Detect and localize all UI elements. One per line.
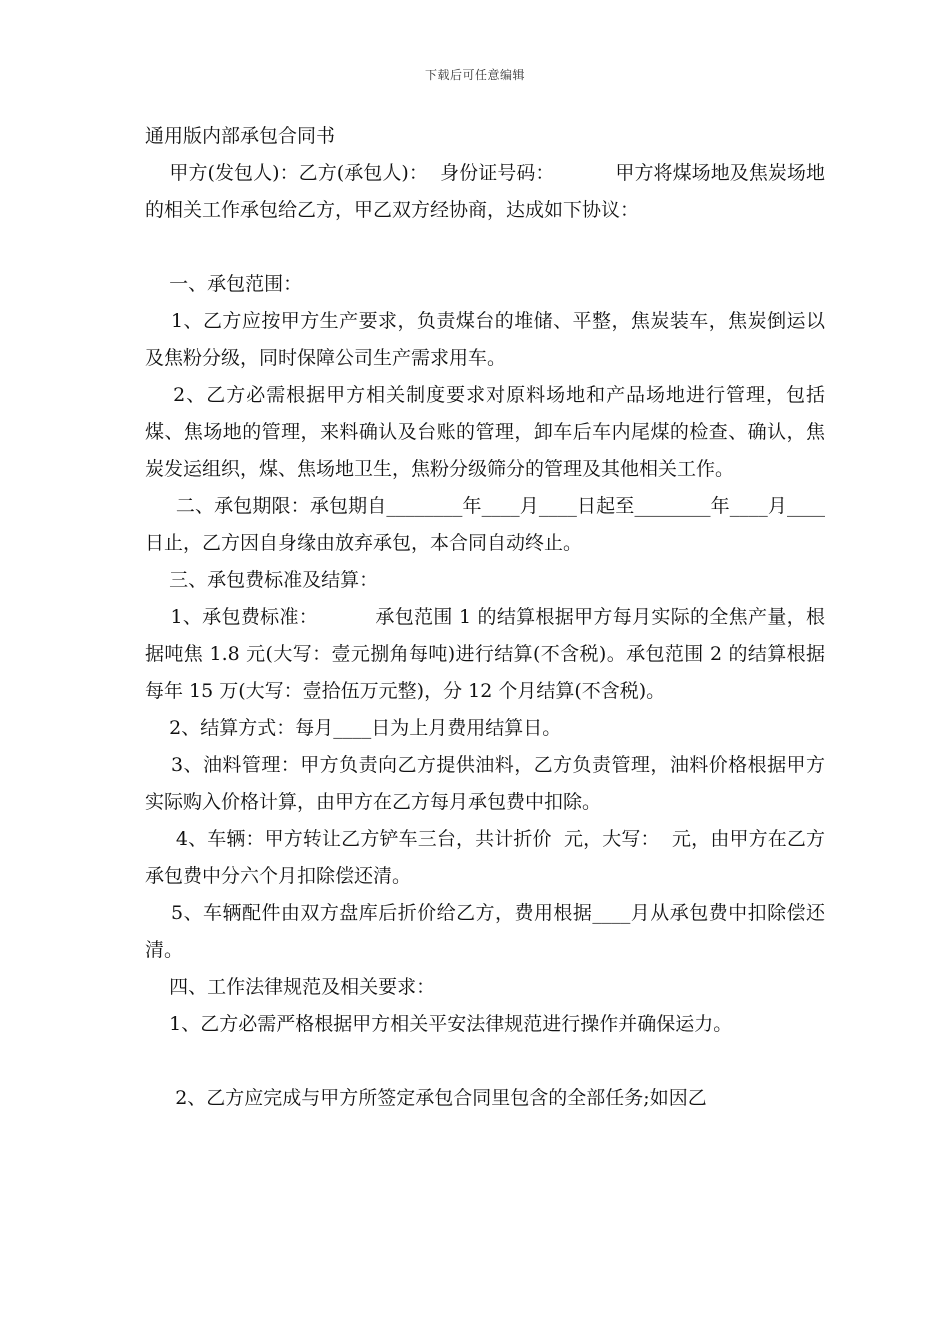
paragraph-fees-4: 4、车辆：甲方转让乙方铲车三台，共计折价 元，大写： 元，由甲方在乙方承包费中分六个月扣除偿还清。 [145,828,825,887]
document-title: 通用版内部承包合同书 [145,125,336,147]
paragraph-fees-3: 3、油料管理：甲方负责向乙方提供油料，乙方负责管理，油料价格根据甲方实际购入价格计算，由甲方在乙方每月承包费中扣除。 [145,754,825,813]
paragraph-fees-5: 5、车辆配件由双方盘库后折价给乙方，费用根据____月从承包费中扣除偿还清。 [145,902,825,961]
paragraph-term: 二、承包期限：承包期自________年____月____日起至________年____月____日止，乙方因自身缘由放弃承包，本合同自动终止。 [145,495,825,554]
header-note: 下载后可任意编辑 [424,68,525,82]
paragraph-gap [145,1043,825,1080]
paragraph-gap [145,229,825,266]
paragraph-scope-1: 1、乙方应按甲方生产要求，负责煤台的堆储、平整，焦炭装车，焦炭倒运以及焦粉分级，同时保障公司生产需求用车。 [145,310,825,369]
section-heading-fees: 三、承包费标准及结算： [145,569,379,591]
section-heading-scope: 一、承包范围： [145,273,303,295]
paragraph-fees-1: 1、承包费标准： 承包范围 1 的结算根据甲方每月实际的全焦产量，根据吨焦 1.8 元(大写：壹元捌角每吨)进行结算(不含税)。承包范围 2 的结算根据每年 15 万(大写：壹拾伍万元整)，分 12 个月结算(不含税)。 [145,606,825,702]
paragraph-rules-1: 1、乙方必需严格根据甲方相关平安法律规范进行操作并确保运力。 [145,1013,733,1035]
paragraph-scope-2: 2、乙方必需根据甲方相关制度要求对原料场地和产品场地进行管理，包括煤、焦场地的管理，来料确认及台账的管理，卸车后车内尾煤的检查、确认，焦炭发运组织，煤、焦场地卫生，焦粉分级筛分的管理及其他相关工作。 [145,384,825,480]
paragraph-rules-2: 2、乙方应完成与甲方所签定承包合同里包含的全部任务;如因乙 [145,1087,707,1109]
paragraph-parties: 甲方(发包人)：乙方(承包人)： 身份证号码： 甲方将煤场地及焦炭场地的相关工作承包给乙方，甲乙双方经协商，达成如下协议： [145,162,825,221]
document-body [145,118,825,1117]
section-heading-rules: 四、工作法律规范及相关要求： [145,976,436,998]
paragraph-fees-2: 2、结算方式：每月____日为上月费用结算日。 [145,717,562,739]
